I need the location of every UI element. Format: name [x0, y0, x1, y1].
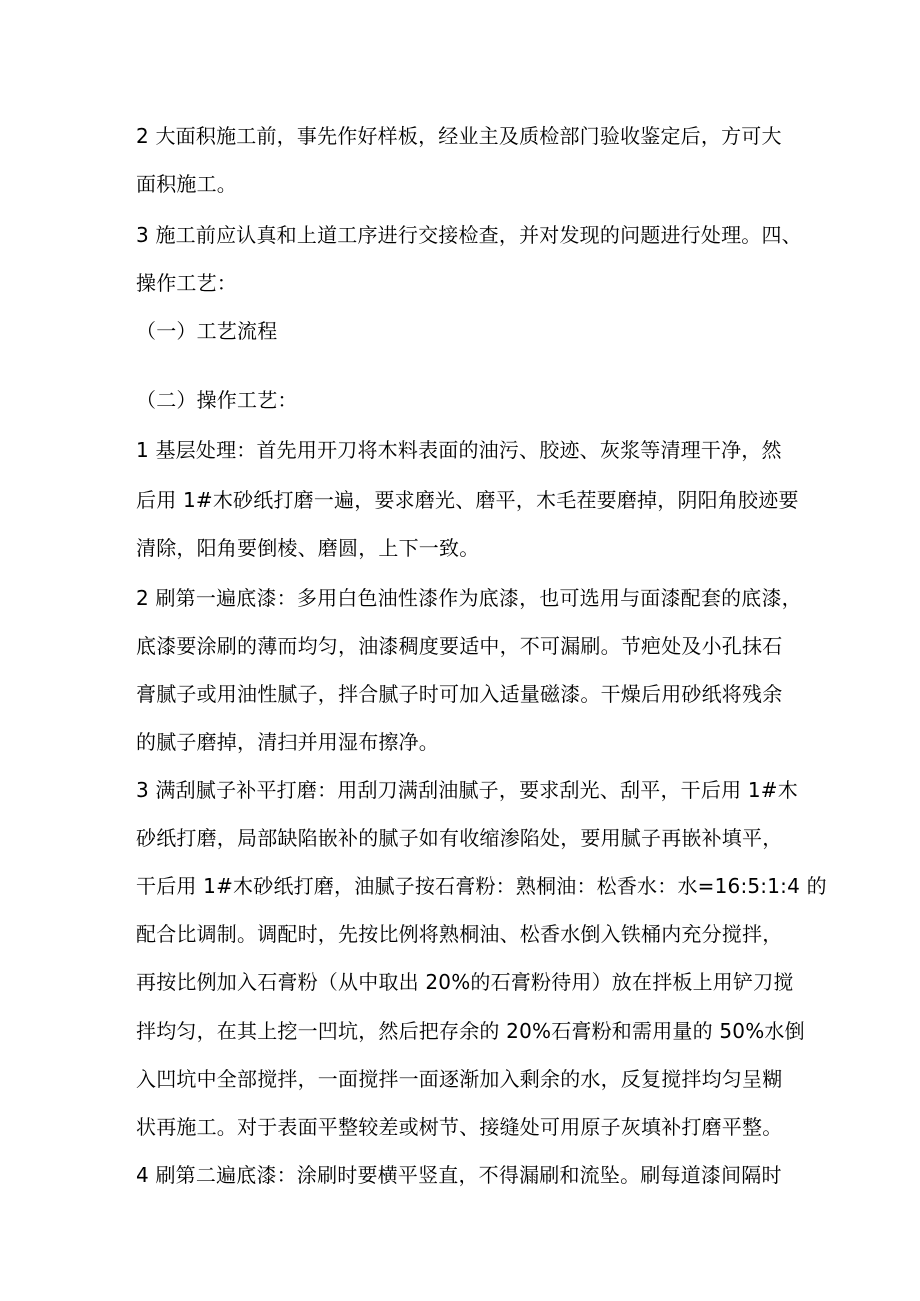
- text-line: 清除，阳角要倒棱、磨圆，上下一致。: [136, 536, 480, 560]
- text-line: 2 刷第一遍底漆：多用白色油性漆作为底漆，也可选用与面漆配套的底漆，: [136, 586, 802, 610]
- text-line: 1 基层处理：首先用开刀将木料表面的油污、胶迹、灰浆等清理干净，然: [136, 438, 782, 462]
- text-line: 干后用 1#木砂纸打磨，油腻子按石膏粉：熟桐油：松香水：水=16:5:1:4 的: [136, 874, 827, 898]
- text-line: 3 满刮腻子补平打磨：用刮刀满刮油腻子，要求刮光、刮平，干后用 1#木: [136, 778, 798, 802]
- text-line: 底漆要涂刷的薄而均匀，油漆稠度要适中，不可漏刷。节疤处及小孔抹石: [136, 634, 783, 658]
- section-heading: （一）工艺流程: [136, 319, 278, 343]
- text-line: 操作工艺：: [136, 271, 237, 295]
- text-line: 状再施工。对于表面平整较差或树节、接缝处可用原子灰填补打磨平整。: [136, 1115, 783, 1139]
- text-line: 砂纸打磨，局部缺陷嵌补的腻子如有收缩渗陷处，要用腻子再嵌补填平，: [136, 826, 783, 850]
- text-line: 2 大面积施工前，事先作好样板，经业主及质检部门验收鉴定后，方可大: [136, 124, 782, 148]
- text-line: 入凹坑中全部搅拌，一面搅拌一面逐渐加入剩余的水，反复搅拌均匀呈糊: [136, 1067, 783, 1091]
- text-line: 的腻子磨掉，清扫并用湿布擦净。: [136, 730, 439, 754]
- text-line: 4 刷第二遍底漆：涂刷时要横平竖直，不得漏刷和流坠。刷每道漆间隔时: [136, 1163, 782, 1187]
- text-line: 再按比例加入石膏粉（从中取出 20%的石膏粉待用）放在拌板上用铲刀搅: [136, 970, 794, 994]
- text-line: 配合比调制。调配时，先按比例将熟桐油、松香水倒入铁桶内充分搅拌，: [136, 922, 783, 946]
- section-heading: （二）操作工艺：: [136, 388, 298, 412]
- text-line: 拌均匀，在其上挖一凹坑，然后把存余的 20%石膏粉和需用量的 50%水倒: [136, 1019, 805, 1043]
- text-line: 3 施工前应认真和上道工序进行交接检查，并对发现的问题进行处理。四、: [136, 223, 802, 247]
- text-line: 后用 1#木砂纸打磨一遍，要求磨光、磨平，木毛茬要磨掉，阴阳角胶迹要: [136, 488, 799, 512]
- text-line: 面积施工。: [136, 172, 237, 196]
- text-line: 膏腻子或用油性腻子，拌合腻子时可加入适量磁漆。干燥后用砂纸将残余: [136, 682, 783, 706]
